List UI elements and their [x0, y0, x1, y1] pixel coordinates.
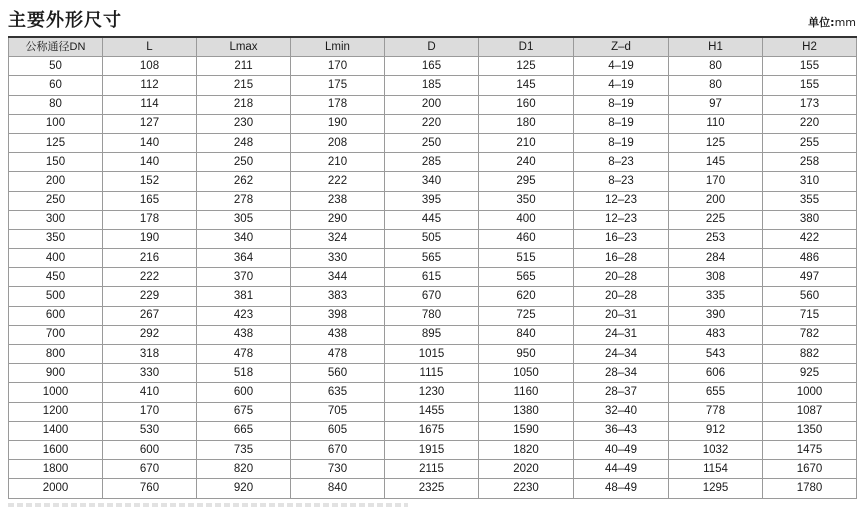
table-cell: 600: [103, 440, 197, 459]
table-cell: 80: [669, 76, 763, 95]
unit-note: [808, 14, 856, 30]
table-cell: 505: [385, 229, 479, 248]
table-cell: 500: [9, 287, 103, 306]
table-cell: 112: [103, 76, 197, 95]
table-cell: 165: [385, 57, 479, 76]
table-cell: 300: [9, 210, 103, 229]
table-cell: 380: [763, 210, 857, 229]
header-row: [9, 37, 857, 57]
table-cell: 1800: [9, 460, 103, 479]
table-cell: 1000: [9, 383, 103, 402]
table-row: [9, 306, 857, 325]
table-cell: 565: [385, 249, 479, 268]
table-cell: 48–49: [574, 479, 669, 498]
table-cell: 20–31: [574, 306, 669, 325]
faded-footnote: [8, 503, 408, 507]
table-row: [9, 460, 857, 479]
table-cell: 840: [291, 479, 385, 498]
table-header: [9, 37, 857, 57]
table-cell: 782: [763, 325, 857, 344]
table-cell: 423: [197, 306, 291, 325]
table-cell: 200: [669, 191, 763, 210]
table-cell: 655: [669, 383, 763, 402]
table-cell: 615: [385, 268, 479, 287]
table-cell: 145: [669, 153, 763, 172]
table-cell: 543: [669, 345, 763, 364]
table-cell: 1600: [9, 440, 103, 459]
table-cell: 800: [9, 345, 103, 364]
table-cell: 150: [9, 153, 103, 172]
table-cell: 670: [385, 287, 479, 306]
table-cell: 8–19: [574, 114, 669, 133]
table-cell: 324: [291, 229, 385, 248]
table-row: [9, 421, 857, 440]
table-cell: 290: [291, 210, 385, 229]
table-cell: 12–23: [574, 191, 669, 210]
unit-label: 单位:: [808, 16, 835, 29]
table-cell: 230: [197, 114, 291, 133]
table-cell: 350: [479, 191, 574, 210]
table-cell: 310: [763, 172, 857, 191]
table-cell: 438: [197, 325, 291, 344]
table-cell: 600: [197, 383, 291, 402]
table-cell: 606: [669, 364, 763, 383]
table-row: [9, 479, 857, 498]
table-cell: 20–28: [574, 268, 669, 287]
table-cell: 220: [385, 114, 479, 133]
table-cell: 40–49: [574, 440, 669, 459]
table-cell: 560: [291, 364, 385, 383]
table-cell: 725: [479, 306, 574, 325]
table-cell: 250: [197, 153, 291, 172]
table-cell: 4–19: [574, 76, 669, 95]
table-cell: 370: [197, 268, 291, 287]
table-cell: 450: [9, 268, 103, 287]
table-cell: 44–49: [574, 460, 669, 479]
table-cell: 238: [291, 191, 385, 210]
table-cell: 1670: [763, 460, 857, 479]
table-row: [9, 191, 857, 210]
table-cell: 1015: [385, 345, 479, 364]
table-cell: 925: [763, 364, 857, 383]
table-cell: 20–28: [574, 287, 669, 306]
page-header: [8, 4, 856, 34]
table-cell: 700: [9, 325, 103, 344]
table-cell: 670: [103, 460, 197, 479]
table-cell: 560: [763, 287, 857, 306]
table-cell: 2115: [385, 460, 479, 479]
table-cell: 12–23: [574, 210, 669, 229]
table-cell: 210: [291, 153, 385, 172]
table-cell: 80: [669, 57, 763, 76]
table-cell: 28–34: [574, 364, 669, 383]
table-cell: 155: [763, 57, 857, 76]
column-header: Lmin: [291, 37, 385, 57]
column-header: 公称通径DN: [9, 37, 103, 57]
table-cell: 253: [669, 229, 763, 248]
table-cell: 208: [291, 133, 385, 152]
table-cell: 284: [669, 249, 763, 268]
table-cell: 335: [669, 287, 763, 306]
table-cell: 152: [103, 172, 197, 191]
table-row: [9, 325, 857, 344]
table-cell: 1154: [669, 460, 763, 479]
table-cell: 211: [197, 57, 291, 76]
table-cell: 1475: [763, 440, 857, 459]
table-cell: 530: [103, 421, 197, 440]
table-row: [9, 76, 857, 95]
table-cell: 340: [197, 229, 291, 248]
table-cell: 715: [763, 306, 857, 325]
table-cell: 445: [385, 210, 479, 229]
table-cell: 50: [9, 57, 103, 76]
table-cell: 250: [9, 191, 103, 210]
table-cell: 330: [103, 364, 197, 383]
table-cell: 605: [291, 421, 385, 440]
table-cell: 422: [763, 229, 857, 248]
table-cell: 2325: [385, 479, 479, 498]
column-header: D: [385, 37, 479, 57]
table-cell: 240: [479, 153, 574, 172]
table-cell: 344: [291, 268, 385, 287]
table-cell: 400: [479, 210, 574, 229]
table-cell: 178: [291, 95, 385, 114]
table-cell: 778: [669, 402, 763, 421]
table-cell: 1200: [9, 402, 103, 421]
table-cell: 255: [763, 133, 857, 152]
table-cell: 190: [291, 114, 385, 133]
table-cell: 1590: [479, 421, 574, 440]
table-cell: 390: [669, 306, 763, 325]
table-cell: 24–31: [574, 325, 669, 344]
table-cell: 145: [479, 76, 574, 95]
table-cell: 1820: [479, 440, 574, 459]
table-cell: 125: [9, 133, 103, 152]
table-cell: 216: [103, 249, 197, 268]
table-cell: 8–23: [574, 172, 669, 191]
table-cell: 140: [103, 133, 197, 152]
column-header: H2: [763, 37, 857, 57]
table-cell: 735: [197, 440, 291, 459]
table-row: [9, 345, 857, 364]
table-cell: 295: [479, 172, 574, 191]
table-cell: 60: [9, 76, 103, 95]
table-cell: 515: [479, 249, 574, 268]
table-cell: 110: [669, 114, 763, 133]
table-cell: 2020: [479, 460, 574, 479]
table-cell: 1087: [763, 402, 857, 421]
table-cell: 258: [763, 153, 857, 172]
table-cell: 330: [291, 249, 385, 268]
table-cell: 1000: [763, 383, 857, 402]
table-cell: 285: [385, 153, 479, 172]
table-cell: 305: [197, 210, 291, 229]
table-cell: 920: [197, 479, 291, 498]
table-row: [9, 383, 857, 402]
table-cell: 478: [291, 345, 385, 364]
table-row: [9, 268, 857, 287]
table-cell: 127: [103, 114, 197, 133]
table-cell: 730: [291, 460, 385, 479]
table-cell: 125: [669, 133, 763, 152]
table-cell: 705: [291, 402, 385, 421]
table-cell: 1160: [479, 383, 574, 402]
column-header: H1: [669, 37, 763, 57]
table-cell: 8–19: [574, 95, 669, 114]
table-cell: 178: [103, 210, 197, 229]
table-cell: 620: [479, 287, 574, 306]
table-cell: 912: [669, 421, 763, 440]
table-cell: 222: [291, 172, 385, 191]
column-header: Z–d: [574, 37, 669, 57]
table-cell: 218: [197, 95, 291, 114]
table-cell: 381: [197, 287, 291, 306]
table-cell: 165: [103, 191, 197, 210]
column-header: D1: [479, 37, 574, 57]
table-cell: 267: [103, 306, 197, 325]
table-cell: 1915: [385, 440, 479, 459]
table-cell: 1295: [669, 479, 763, 498]
table-cell: 840: [479, 325, 574, 344]
table-cell: 222: [103, 268, 197, 287]
table-cell: 665: [197, 421, 291, 440]
unit-value: mm: [834, 16, 856, 29]
table-row: [9, 172, 857, 191]
table-cell: 882: [763, 345, 857, 364]
table-cell: 600: [9, 306, 103, 325]
table-cell: 170: [669, 172, 763, 191]
table-cell: 140: [103, 153, 197, 172]
table-cell: 820: [197, 460, 291, 479]
table-cell: 278: [197, 191, 291, 210]
table-cell: 478: [197, 345, 291, 364]
table-body: [9, 57, 857, 498]
table-cell: 1780: [763, 479, 857, 498]
column-header: L: [103, 37, 197, 57]
table-cell: 1115: [385, 364, 479, 383]
table-cell: 950: [479, 345, 574, 364]
table-cell: 125: [479, 57, 574, 76]
table-cell: 518: [197, 364, 291, 383]
table-row: [9, 210, 857, 229]
table-row: [9, 440, 857, 459]
table-cell: 8–23: [574, 153, 669, 172]
table-row: [9, 249, 857, 268]
table-cell: 486: [763, 249, 857, 268]
table-cell: 1455: [385, 402, 479, 421]
table-cell: 1380: [479, 402, 574, 421]
table-cell: 760: [103, 479, 197, 498]
table-cell: 355: [763, 191, 857, 210]
table-cell: 1675: [385, 421, 479, 440]
table-cell: 16–23: [574, 229, 669, 248]
table-cell: 16–28: [574, 249, 669, 268]
table-cell: 108: [103, 57, 197, 76]
table-cell: 383: [291, 287, 385, 306]
table-cell: 180: [479, 114, 574, 133]
table-cell: 248: [197, 133, 291, 152]
dimension-table-container: [8, 36, 856, 499]
table-cell: 4–19: [574, 57, 669, 76]
table-cell: 895: [385, 325, 479, 344]
table-cell: 173: [763, 95, 857, 114]
table-cell: 483: [669, 325, 763, 344]
table-cell: 1400: [9, 421, 103, 440]
table-row: [9, 95, 857, 114]
table-row: [9, 153, 857, 172]
table-cell: 190: [103, 229, 197, 248]
table-cell: 114: [103, 95, 197, 114]
table-cell: 170: [103, 402, 197, 421]
table-cell: 565: [479, 268, 574, 287]
table-cell: 97: [669, 95, 763, 114]
table-row: [9, 287, 857, 306]
table-cell: 24–34: [574, 345, 669, 364]
table-cell: 780: [385, 306, 479, 325]
table-cell: 497: [763, 268, 857, 287]
table-cell: 350: [9, 229, 103, 248]
table-cell: 36–43: [574, 421, 669, 440]
table-cell: 635: [291, 383, 385, 402]
table-cell: 318: [103, 345, 197, 364]
table-cell: 170: [291, 57, 385, 76]
table-cell: 438: [291, 325, 385, 344]
table-cell: 395: [385, 191, 479, 210]
table-cell: 200: [385, 95, 479, 114]
table-cell: 28–37: [574, 383, 669, 402]
table-cell: 8–19: [574, 133, 669, 152]
table-cell: 215: [197, 76, 291, 95]
table-cell: 1032: [669, 440, 763, 459]
dimension-table: [8, 36, 857, 499]
table-cell: 1350: [763, 421, 857, 440]
table-cell: 900: [9, 364, 103, 383]
table-cell: 175: [291, 76, 385, 95]
table-cell: 670: [291, 440, 385, 459]
table-cell: 308: [669, 268, 763, 287]
table-row: [9, 364, 857, 383]
table-cell: 1230: [385, 383, 479, 402]
table-cell: 2230: [479, 479, 574, 498]
table-cell: 410: [103, 383, 197, 402]
table-cell: 292: [103, 325, 197, 344]
table-row: [9, 402, 857, 421]
table-cell: 229: [103, 287, 197, 306]
table-cell: 398: [291, 306, 385, 325]
table-cell: 250: [385, 133, 479, 152]
table-cell: 160: [479, 95, 574, 114]
table-cell: 2000: [9, 479, 103, 498]
table-cell: 340: [385, 172, 479, 191]
column-header: Lmax: [197, 37, 291, 57]
table-row: [9, 114, 857, 133]
table-cell: 100: [9, 114, 103, 133]
table-row: [9, 133, 857, 152]
table-cell: 460: [479, 229, 574, 248]
table-cell: 32–40: [574, 402, 669, 421]
table-row: [9, 229, 857, 248]
table-cell: 210: [479, 133, 574, 152]
table-cell: 400: [9, 249, 103, 268]
table-cell: 200: [9, 172, 103, 191]
table-cell: 220: [763, 114, 857, 133]
table-cell: 262: [197, 172, 291, 191]
table-cell: 225: [669, 210, 763, 229]
page-title: 主要外形尺寸: [8, 10, 122, 31]
table-cell: 185: [385, 76, 479, 95]
table-row: [9, 57, 857, 76]
table-cell: 1050: [479, 364, 574, 383]
table-cell: 675: [197, 402, 291, 421]
table-cell: 364: [197, 249, 291, 268]
table-cell: 80: [9, 95, 103, 114]
table-cell: 155: [763, 76, 857, 95]
